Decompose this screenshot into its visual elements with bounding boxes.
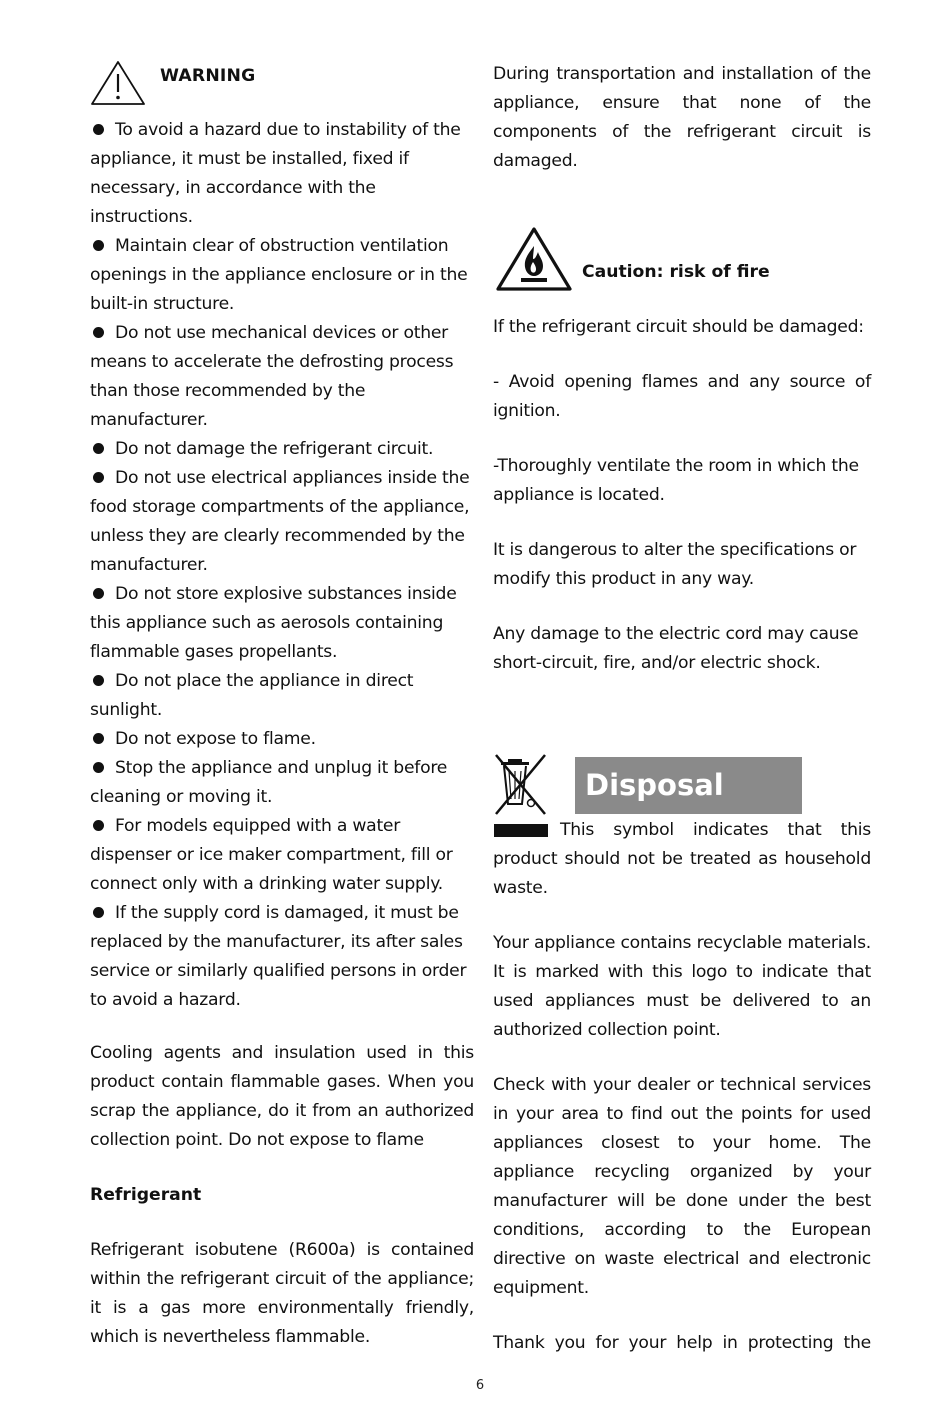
warning-list: [90, 116, 474, 1015]
bullet-icon: [93, 675, 104, 686]
symbol-paragraph: This symbol indicates that this product should not be treated as household waste.: [493, 820, 871, 898]
avoid-flames-text: - Avoid opening flames and any source of ignition.: [493, 372, 871, 421]
crossed-bin-icon: [493, 752, 551, 820]
list-item: Do not place the appliance in direct sunlight.: [90, 671, 414, 720]
list-item: Stop the appliance and unplug it before cleaning or moving it.: [90, 758, 448, 807]
bullet-icon: [93, 240, 104, 251]
caution-heading: Caution: risk of fire: [582, 262, 770, 282]
list-item: Maintain clear of obstruction ventilation openings in the appliance enclosure or in the built-in structure.: [90, 236, 468, 314]
bullet-icon: [93, 443, 104, 454]
bullet-icon: [93, 327, 104, 338]
page-number: 6: [475, 1378, 485, 1393]
cord-damage-text: Any damage to the electric cord may cause short-circuit, fire, and/or electric shock.: [493, 624, 859, 673]
refrigerant-heading: Refrigerant: [90, 1185, 202, 1205]
thank-you-text: Thank you for your help in protecting the: [493, 1333, 871, 1353]
bullet-icon: [93, 762, 104, 773]
warning-header: [90, 60, 474, 106]
list-item: Do not store explosive substances inside this appliance such as aerosols containing flammable gases propellants.: [90, 584, 457, 662]
list-item: Do not use electrical appliances inside the food storage compartments of the appliance, unless they are clearly recommended by the manufacturer.: [90, 468, 470, 575]
list-item: To avoid a hazard due to instability of the appliance, it must be installed, fixed if necessary, in accordance with the instructions.: [90, 120, 461, 227]
flammable-icon: [495, 226, 573, 292]
recyclable-paragraph: Your appliance contains recyclable materials. It is marked with this logo to indicate that used appliances must be delivered to an authorized collection point.: [493, 933, 871, 1040]
list-item: For models equipped with a water dispenser or ice maker compartment, fill or connect only with a drinking water supply.: [90, 816, 453, 894]
warning-triangle-icon: [90, 60, 146, 106]
if-damaged-text: If the refrigerant circuit should be damaged:: [493, 317, 864, 337]
transport-paragraph: During transportation and installation of the appliance, ensure that none of the components of the refrigerant circuit is damaged.: [493, 64, 871, 171]
disposal-heading: Disposal: [575, 757, 802, 814]
dealer-paragraph: Check with your dealer or technical services in your area to find out the points for used appliances closest to your home. The appliance recycling organized by your manufacturer will be done under the best conditions, according to the European directive on waste electrical and electronic equipment.: [493, 1075, 871, 1298]
list-item: Do not use mechanical devices or other means to accelerate the defrosting process than those recommended by the manufacturer.: [90, 323, 454, 430]
list-item: Do not damage the refrigerant circuit.: [90, 435, 474, 464]
alter-specs-text: It is dangerous to alter the specifications or modify this product in any way.: [493, 540, 857, 589]
list-item: Do not expose to flame.: [90, 725, 474, 754]
bullet-icon: [93, 472, 104, 483]
ventilate-text: -Thoroughly ventilate the room in which the appliance is located.: [493, 456, 859, 505]
bullet-icon: [93, 907, 104, 918]
list-item: If the supply cord is damaged, it must be replaced by the manufacturer, its after sales service or similarly qualified persons in order to avoid a hazard.: [90, 903, 467, 1010]
bullet-icon: [93, 124, 104, 135]
refrigerant-paragraph: Refrigerant isobutene (R600a) is contained within the refrigerant circuit of the appliance; it is a gas more environmentally friendly, which is nevertheless flammable.: [90, 1240, 474, 1347]
bullet-icon: [93, 820, 104, 831]
bullet-icon: [93, 588, 104, 599]
warning-title: WARNING: [160, 66, 256, 86]
bullet-icon: [93, 733, 104, 744]
cooling-agents-paragraph: Cooling agents and insulation used in this product contain flammable gases. When you scrap the appliance, do it from an authorized collection point. Do not expose to flame: [90, 1043, 474, 1150]
